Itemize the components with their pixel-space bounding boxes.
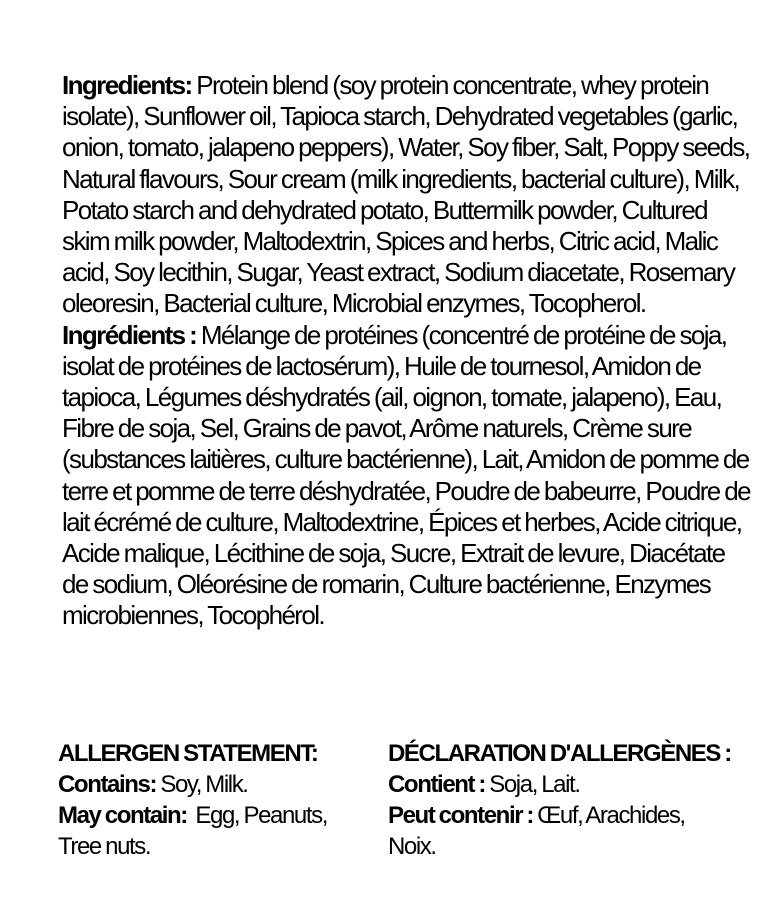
ingredients-english (62, 70, 752, 320)
contains-value-fr: Soja, Lait. (484, 771, 580, 798)
may-contain-value-en: Egg, Peanuts, (186, 802, 328, 829)
may-contain-line-fr (388, 800, 758, 831)
ingredients-text-en: Protein blend (soy protein concentrate, whey protein isolate), Sunflower oil, Tapioca starch, Dehydrated vegetables (garlic, onion, tomato, jalapeno peppers), Water, Soy fiber, Salt, Poppy seeds, Natural flavours, Sour cream (milk ingredients, bacterial culture), Milk, Potato starch and dehydrated potato, Buttermilk powder, Cultured skim milk powder, Maltodextrin, Spices and herbs, Citric acid, Malic acid, Soy lecithin, Sugar, Yeast extract, Sodium diacetate, Rosemary oleoresin, Bacterial culture, Microbial enzymes, Tocopherol. (62, 70, 750, 319)
ingredients-text-fr: Mélange de protéines (concentré de protéine de soja, isolat de protéines de lactosérum), Huile de tournesol, Amidon de tapioca, Légumes déshydratés (ail, oignon, tomate, jalapeno), Eau, Fibre de soja, Sel, Grains de pavot, Arôme naturels, Crème sure (substances laitières, culture bactérienne), Lait, Amidon de pomme de terre et pomme de terre déshydratée, Poudre de babeurre, Poudre de lait écrémé de culture, Maltodextrine, Épices et herbes, Acide citrique, Acide malique, Lécithine de soja, Sucre, Extrait de levure, Diacétate de sodium, Oléorésine de romarin, Culture bactérienne, Enzymes microbiennes, Tocophérol. (62, 319, 751, 631)
allergen-heading-en: ALLERGEN STATEMENT: (58, 740, 318, 767)
contains-line-fr (388, 769, 758, 800)
may-contain-line-en (58, 800, 368, 831)
allergen-statement-en (58, 738, 368, 862)
contains-line-en (58, 769, 368, 800)
ingredients-heading-en: Ingredients: (62, 70, 192, 100)
contains-label-en: Contains: (58, 771, 157, 798)
may-contain-value-fr: Œuf, Arachides, (533, 802, 685, 829)
contains-label-fr: Contient : (388, 771, 485, 798)
may-contain-line2-fr: Noix. (388, 833, 436, 860)
allergen-heading-fr: DÉCLARATION D'ALLERGÈNES : (388, 740, 731, 767)
ingredients-heading-fr: Ingrédients : (62, 319, 197, 350)
contains-value-en: Soy, Milk. (156, 771, 248, 798)
ingredients-section (62, 70, 752, 632)
may-contain-label-en: May contain: (58, 802, 187, 829)
allergen-statement-fr (388, 738, 758, 862)
ingredients-french (62, 320, 752, 632)
may-contain-line2-en: Tree nuts. (58, 833, 151, 860)
may-contain-label-fr: Peut contenir : (388, 802, 534, 829)
